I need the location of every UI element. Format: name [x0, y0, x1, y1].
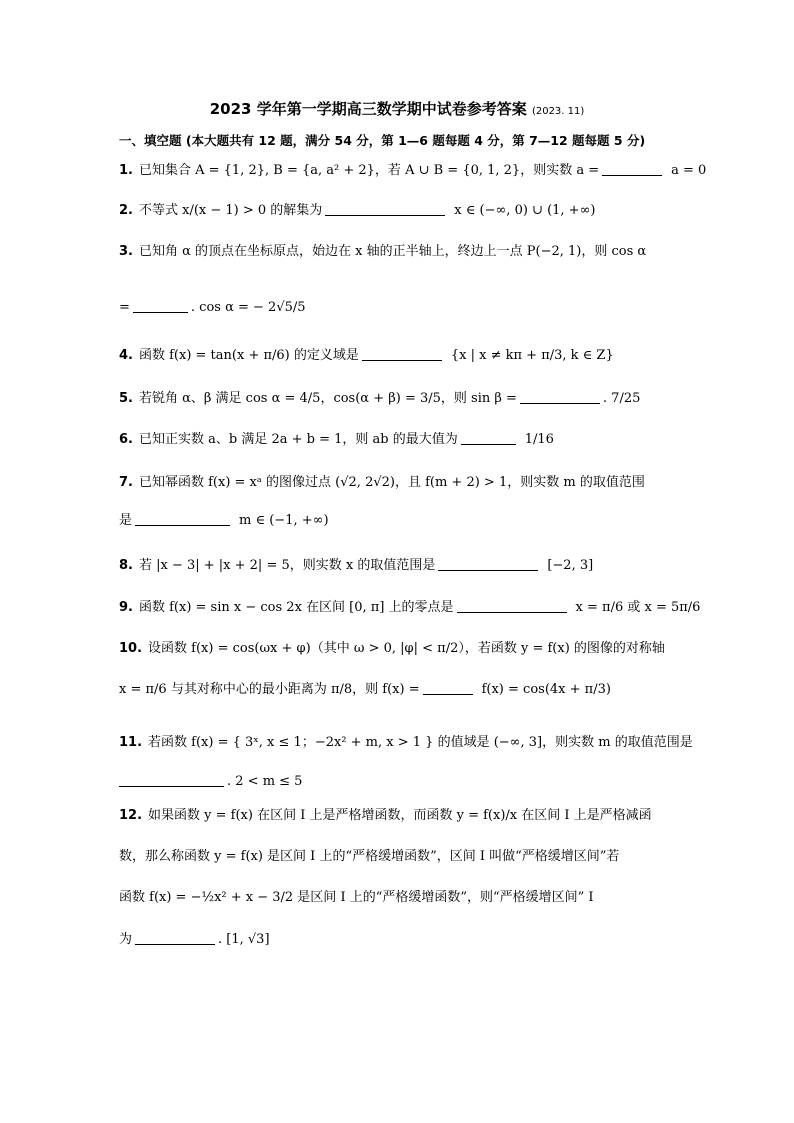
question-number: 10. — [119, 641, 143, 656]
answer: [−2, 3] — [547, 558, 594, 573]
question-12-line-3 — [119, 888, 594, 908]
question-text: 不等式 x/(x − 1) > 0 的解集为 — [138, 203, 323, 218]
question-number: 1. — [119, 163, 133, 178]
answer-blank — [135, 930, 215, 945]
answer-blank — [119, 772, 224, 787]
question-11 — [119, 733, 693, 753]
answer-blank — [133, 298, 188, 313]
question-number: 9. — [119, 600, 133, 615]
question-12-line-2 — [119, 847, 619, 867]
question-text: 设函数 f(x) = cos(ωx + φ)（其中 ω > 0, |φ| < π/2），若函数 y = f(x) 的图像的对称轴 — [148, 641, 665, 656]
question-text: x = π/6 与其对称中心的最小距离为 π/8，则 f(x) = — [119, 682, 420, 697]
question-text: 如果函数 y = f(x) 在区间 I 上是严格增函数，而函数 y = f(x)/x 在区间 I 上是严格减函 — [148, 808, 652, 823]
section-heading: 一、填空题 (本大题共有 12 题，满分 54 分，第 1—6 题每题 4 分，第 7—12 题每题 5 分) — [119, 133, 646, 148]
question-7-continued — [119, 511, 329, 531]
question-number: 8. — [119, 558, 133, 573]
question-text: 已知集合 A = {1, 2}, B = {a, a² + 2}，若 A ∪ B = {0, 1, 2}，则实数 a = — [138, 163, 600, 178]
question-number: 11. — [119, 735, 143, 750]
question-text: 数，那么称函数 y = f(x) 是区间 I 上的“严格缓增函数”，区间 I 叫做“严格缓增区间”若 — [119, 849, 620, 864]
question-5 — [119, 389, 640, 409]
question-text: 已知正实数 a、b 满足 2a + b = 1，则 ab 的最大值为 — [138, 432, 458, 447]
question-10-continued — [119, 680, 611, 700]
answer: . [1, √3] — [218, 932, 270, 947]
question-text: 已知幂函数 f(x) = xᵃ 的图像过点 (√2, 2√2)，且 f(m + 2) > 1，则实数 m 的取值范围 — [138, 475, 645, 490]
question-7 — [119, 473, 645, 493]
question-text: 若函数 f(x) = { 3ˣ, x ≤ 1；−2x² + m, x > 1 } 的值域是 (−∞, 3]，则实数 m 的取值范围是 — [148, 735, 693, 750]
question-8 — [119, 556, 593, 576]
answer: m ∈ (−1, +∞) — [239, 513, 329, 528]
answer-blank — [325, 201, 445, 216]
title-main: 2023 学年第一学期高三数学期中试卷参考答案 — [209, 100, 527, 118]
question-6 — [119, 430, 554, 450]
question-text: 已知角 α 的顶点在坐标原点，始边在 x 轴的正半轴上，终边上一点 P(−2, 1)，则 cos α — [138, 244, 647, 259]
answer-blank — [135, 511, 230, 526]
question-number: 6. — [119, 432, 133, 447]
answer-blank — [423, 680, 473, 695]
answer: . cos α = − 2√5/5 — [190, 300, 306, 315]
question-11-continued — [119, 772, 302, 792]
question-10 — [119, 639, 665, 659]
answer-blank — [438, 556, 538, 571]
question-number: 3. — [119, 244, 133, 259]
answer-blank — [520, 389, 600, 404]
question-number: 2. — [119, 203, 133, 218]
title-date: (2023. 11) — [531, 106, 585, 117]
answer: {x | x ≠ kπ + π/3, k ∈ Z} — [450, 348, 614, 363]
question-number: 4. — [119, 348, 133, 363]
answer: . 7/25 — [602, 391, 641, 406]
answer-blank — [457, 598, 567, 613]
answer: a = 0 — [671, 163, 707, 178]
question-12 — [119, 806, 652, 826]
question-3 — [119, 242, 646, 262]
answer: . 2 < m ≤ 5 — [227, 774, 303, 789]
question-text: 是 — [119, 513, 133, 528]
question-text: 函数 f(x) = sin x − cos 2x 在区间 [0, π] 上的零点是 — [138, 600, 454, 615]
answer-blank — [602, 161, 662, 176]
answer: x ∈ (−∞, 0) ∪ (1, +∞) — [454, 203, 596, 218]
answer-blank — [461, 430, 516, 445]
question-3-continued — [119, 298, 306, 318]
answer: x = π/6 或 x = 5π/6 — [575, 600, 701, 615]
question-text: 若锐角 α、β 满足 cos α = 4/5，cos(α + β) = 3/5，则 sin β = — [138, 391, 517, 406]
question-2 — [119, 201, 595, 221]
document-title — [0, 98, 794, 119]
question-number: 12. — [119, 808, 143, 823]
question-12-line-4 — [119, 930, 270, 950]
question-4 — [119, 346, 614, 366]
question-text: 若 |x − 3| + |x + 2| = 5，则实数 x 的取值范围是 — [138, 558, 436, 573]
question-number: 5. — [119, 391, 133, 406]
answer: f(x) = cos(4x + π/3) — [481, 682, 611, 697]
question-text: 函数 f(x) = −½x² + x − 3/2 是区间 I 上的“严格缓增函数”，则“严格缓增区间” I — [119, 890, 594, 905]
question-text: 为 — [119, 932, 133, 947]
answer-blank — [362, 346, 442, 361]
question-text: 函数 f(x) = tan(x + π/6) 的定义域是 — [138, 348, 359, 363]
question-1 — [119, 161, 706, 181]
question-number: 7. — [119, 475, 133, 490]
question-9 — [119, 598, 700, 618]
question-text: = — [119, 300, 130, 315]
answer: 1/16 — [524, 432, 554, 447]
